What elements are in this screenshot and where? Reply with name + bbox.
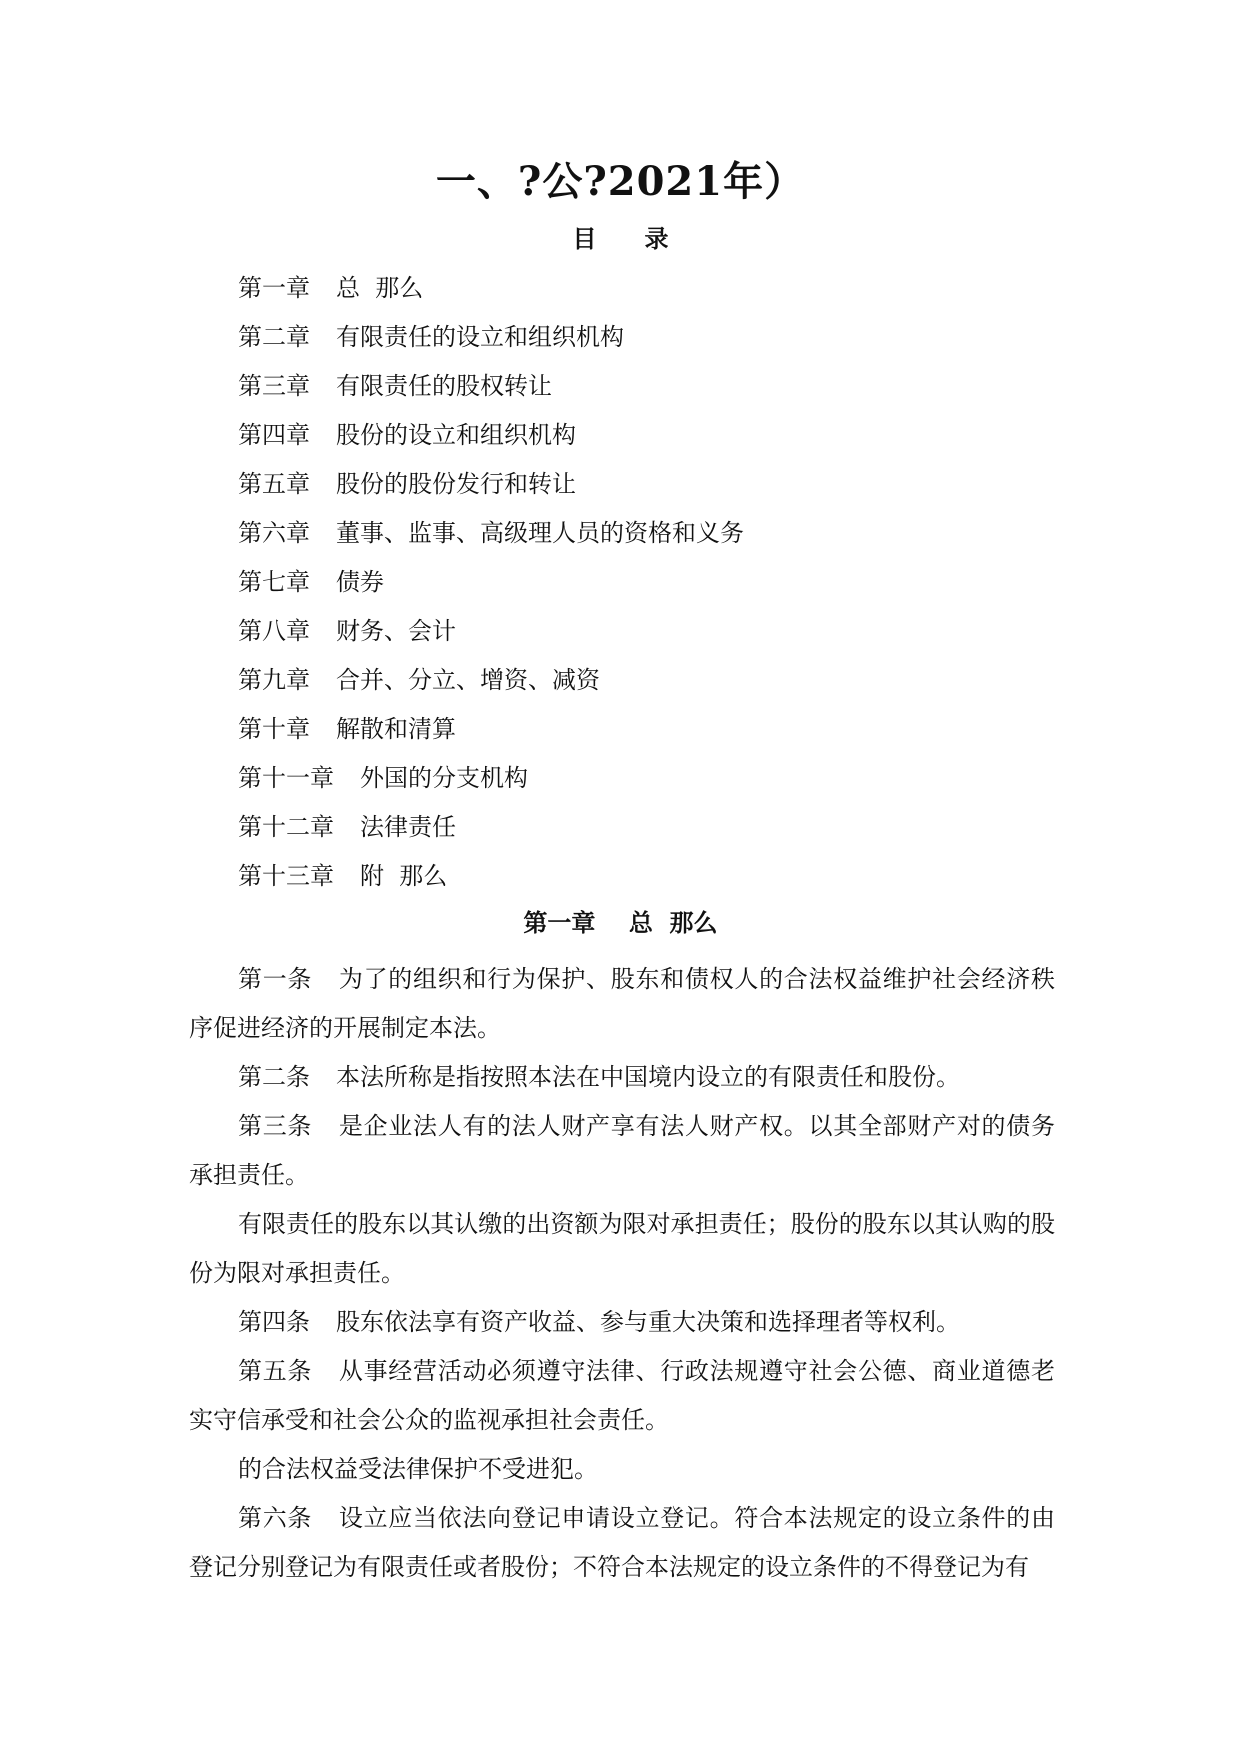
toc-item-number: 第三章 [238, 372, 310, 400]
article-label: 第二条 [238, 1063, 310, 1091]
toc-item-number: 第七章 [238, 568, 310, 596]
article-text: 的合法权益受法律保护不受进犯。 [238, 1455, 598, 1483]
toc-item [238, 565, 744, 614]
toc-item-title: 外国的分支机构 [360, 764, 528, 792]
article-text: 股东依法享有资产收益、参与重大决策和选择理者等权利。 [336, 1308, 960, 1336]
article-text: 有限责任的股东以其认缴的出资额为限对承担责任；股份的股东以其认购的股份为限对承担责任。 [189, 1210, 1055, 1287]
toc-item-title: 股份的设立和组织机构 [336, 421, 576, 449]
toc-item-number: 第四章 [238, 421, 310, 449]
toc-item-number: 第二章 [238, 323, 310, 351]
toc-item [238, 369, 744, 418]
table-of-contents [238, 271, 744, 908]
toc-item [238, 614, 744, 663]
article-text: 为了的组织和行为保护、股东和债权人的合法权益维护社会经济秩序促进经济的开展制定本法。 [189, 965, 1055, 1042]
toc-item [238, 761, 744, 810]
toc-item-title: 董事、监事、高级理人员的资格和义务 [336, 519, 744, 547]
toc-item [238, 467, 744, 516]
article-paragraph [189, 1494, 1055, 1592]
toc-item-title: 股份的股份发行和转让 [336, 470, 576, 498]
toc-item-title: 有限责任的股权转让 [336, 372, 552, 400]
article-text: 本法所称是指按照本法在中国境内设立的有限责任和股份。 [336, 1063, 960, 1091]
toc-item-number: 第十二章 [238, 813, 334, 841]
article-paragraph [189, 1102, 1055, 1200]
toc-item-title: 总 那么 [336, 274, 424, 302]
toc-item-number: 第六章 [238, 519, 310, 547]
article-paragraph [189, 1347, 1055, 1445]
article-label: 第六条 [238, 1504, 313, 1532]
toc-item [238, 663, 744, 712]
toc-item-number: 第一章 [238, 274, 310, 302]
toc-item-title: 有限责任的设立和组织机构 [336, 323, 624, 351]
toc-item-title: 财务、会计 [336, 617, 456, 645]
toc-item [238, 418, 744, 467]
toc-heading-char-2: 录 [644, 224, 669, 253]
article-paragraph [189, 1200, 1055, 1298]
chapter-heading: 第一章 总 那么 [523, 908, 718, 937]
article-paragraph [189, 955, 1055, 1053]
toc-item-title: 债券 [336, 568, 384, 596]
article-paragraph [189, 1445, 1055, 1494]
article-label: 第四条 [238, 1308, 310, 1336]
toc-item [238, 320, 744, 369]
toc-item [238, 712, 744, 761]
article-label: 第五条 [238, 1357, 313, 1385]
toc-item-title: 法律责任 [360, 813, 456, 841]
toc-item-number: 第十章 [238, 715, 310, 743]
toc-item-title: 附 那么 [360, 862, 448, 890]
article-paragraph [189, 1298, 1055, 1347]
toc-item [238, 810, 744, 859]
toc-item [238, 271, 744, 320]
toc-item [238, 859, 744, 908]
article-text: 从事经营活动必须遵守法律、行政法规遵守社会公德、商业道德老实守信承受和社会公众的监视承担社会责任。 [189, 1357, 1055, 1434]
toc-item-title: 合并、分立、增资、减资 [336, 666, 600, 694]
toc-item-number: 第五章 [238, 470, 310, 498]
article-label: 第三条 [238, 1112, 313, 1140]
article-label: 第一条 [238, 965, 313, 993]
toc-item-number: 第十一章 [238, 764, 334, 792]
article-paragraph [189, 1053, 1055, 1102]
toc-heading-char-1: 目 [572, 224, 597, 253]
toc-item-number: 第八章 [238, 617, 310, 645]
toc-item-number: 第十三章 [238, 862, 334, 890]
document-title: 一、?公?2021年） [435, 158, 806, 205]
toc-item-number: 第九章 [238, 666, 310, 694]
document-body [189, 955, 1055, 1592]
toc-item [238, 516, 744, 565]
article-text: 设立应当依法向登记申请设立登记。符合本法规定的设立条件的由登记分别登记为有限责任或者股份；不符合本法规定的设立条件的不得登记为有 [189, 1504, 1055, 1581]
toc-item-title: 解散和清算 [336, 715, 456, 743]
article-text: 是企业法人有的法人财产享有法人财产权。以其全部财产对的债务承担责任。 [189, 1112, 1055, 1189]
toc-heading [0, 222, 1241, 256]
